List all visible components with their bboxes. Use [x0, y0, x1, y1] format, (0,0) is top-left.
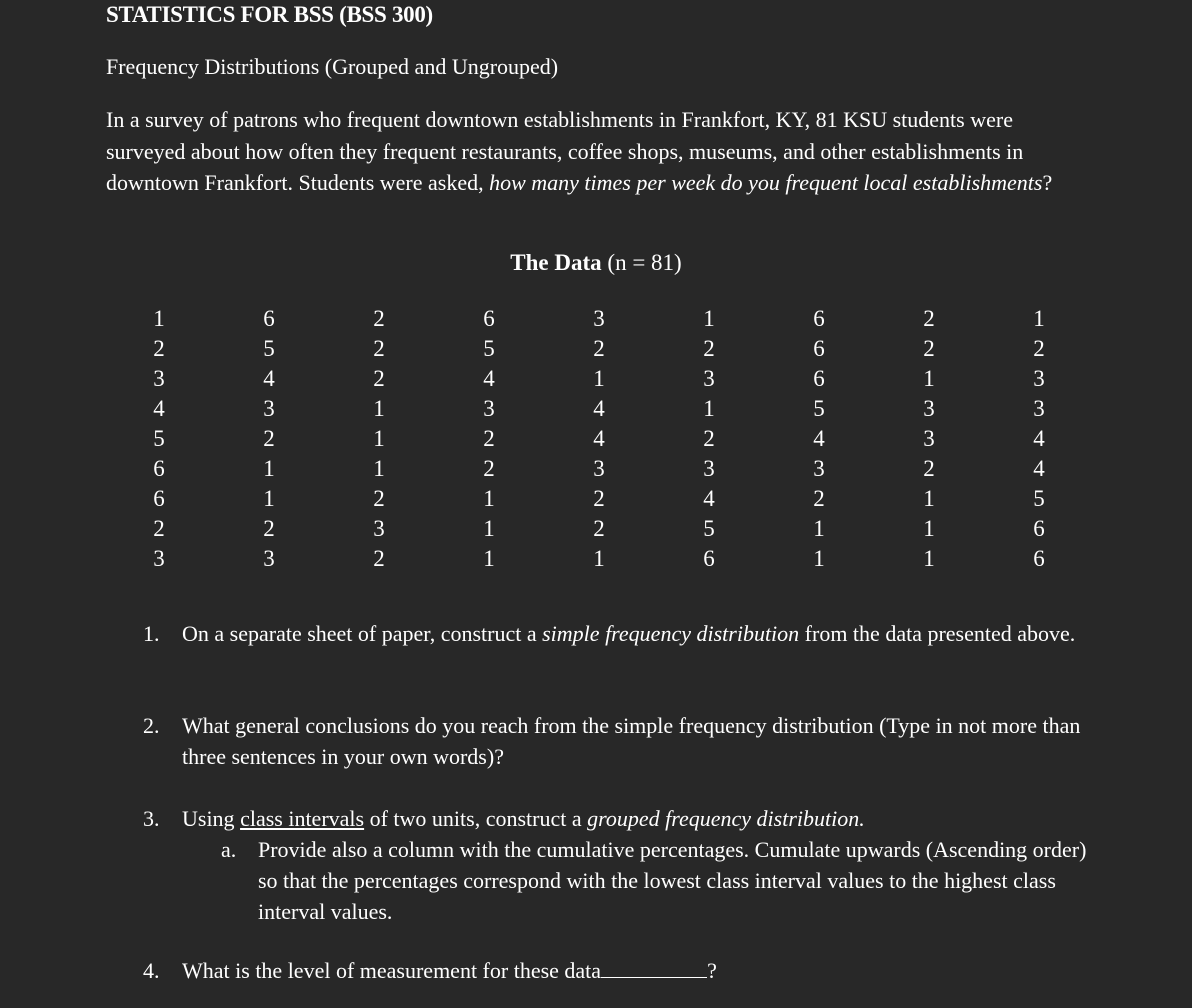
data-value: 6: [1033, 546, 1045, 571]
data-value: 2: [923, 306, 935, 331]
data-column: [1019, 304, 1059, 574]
data-value: 1: [923, 546, 935, 571]
data-value: 1: [153, 306, 165, 331]
data-value: 1: [1033, 306, 1045, 331]
question-text: What general conclusions do you reach from the simple frequency distribution (Type in not more than three sentences in your own words)?: [182, 713, 1081, 769]
data-value: 6: [813, 336, 825, 361]
data-value: 6: [813, 306, 825, 331]
data-column: [469, 304, 509, 574]
data-value: 2: [373, 336, 385, 361]
data-value: 1: [923, 486, 935, 511]
data-value: 4: [153, 396, 165, 421]
data-value: 1: [483, 516, 495, 541]
data-value: 2: [703, 426, 715, 451]
data-column: [689, 304, 729, 574]
data-column: [909, 304, 949, 574]
q1-text-start: On a separate sheet of paper, construct a: [182, 621, 543, 646]
data-value: 6: [153, 456, 165, 481]
data-value: 4: [593, 396, 605, 421]
data-value: 3: [593, 306, 605, 331]
data-value: 3: [263, 546, 275, 571]
question-number: 4.: [143, 958, 160, 983]
q1-italic: simple frequency distribution: [542, 621, 800, 646]
data-value: 2: [813, 486, 825, 511]
data-value: 3: [923, 426, 935, 451]
data-title-n: (n = 81): [601, 250, 682, 275]
topic-heading: Frequency Distributions (Grouped and Ungrouped): [106, 54, 559, 79]
data-value: 6: [813, 366, 825, 391]
q4-text-end: ?: [707, 958, 717, 983]
question-text: [182, 955, 1082, 986]
question-number: 3.: [143, 806, 160, 831]
question-number: 1.: [143, 621, 160, 646]
data-column: [359, 304, 399, 574]
data-value: 4: [813, 426, 825, 451]
data-value: 4: [1033, 426, 1045, 451]
data-value: 4: [263, 366, 275, 391]
question-4: [143, 955, 1103, 989]
data-value: 2: [483, 456, 495, 481]
data-value: 1: [373, 456, 385, 481]
data-value: 3: [153, 366, 165, 391]
data-value: 1: [263, 456, 275, 481]
data-value: 1: [483, 546, 495, 571]
data-value: 3: [373, 516, 385, 541]
data-value: 3: [263, 396, 275, 421]
data-column: [249, 304, 289, 574]
q1-text-end: from the data presented above.: [799, 621, 1076, 646]
data-column: [139, 304, 179, 574]
data-value: 1: [593, 366, 605, 391]
data-value: 1: [593, 546, 605, 571]
question-2: [143, 710, 1133, 776]
data-title: [0, 250, 1192, 276]
data-value: 1: [703, 306, 715, 331]
question-number: 2.: [143, 713, 160, 738]
question-3: [143, 803, 1103, 933]
intro-end: ?: [1042, 170, 1053, 195]
data-value: 2: [593, 336, 605, 361]
data-column: [579, 304, 619, 574]
q3-italic: grouped frequency distribution.: [587, 806, 865, 831]
data-grid: [0, 304, 1192, 574]
data-value: 6: [153, 486, 165, 511]
data-value: 2: [373, 366, 385, 391]
data-value: 3: [153, 546, 165, 571]
data-value: 5: [703, 516, 715, 541]
data-value: 2: [263, 516, 275, 541]
q3-text-middle: of two units, construct a: [364, 806, 588, 831]
data-title-bold: The Data: [510, 250, 602, 275]
data-value: 6: [483, 306, 495, 331]
data-value: 4: [483, 366, 495, 391]
data-value: 5: [1033, 486, 1045, 511]
data-value: 2: [153, 336, 165, 361]
data-value: 1: [373, 396, 385, 421]
survey-question: how many times per week do you frequent local establishments: [489, 170, 1043, 195]
data-value: 1: [483, 486, 495, 511]
data-value: 1: [703, 396, 715, 421]
data-value: 5: [153, 426, 165, 451]
data-value: 2: [153, 516, 165, 541]
data-value: 5: [813, 396, 825, 421]
data-value: 2: [373, 306, 385, 331]
data-value: 4: [593, 426, 605, 451]
question-text: [182, 803, 1082, 834]
data-value: 2: [593, 486, 605, 511]
data-value: 6: [703, 546, 715, 571]
data-value: 2: [923, 456, 935, 481]
data-value: 3: [1033, 396, 1045, 421]
answer-blank[interactable]: [601, 957, 707, 978]
data-value: 2: [923, 336, 935, 361]
question-1: [143, 618, 1103, 684]
q3-text-start: Using: [182, 806, 241, 831]
data-value: 6: [1033, 516, 1045, 541]
intro-text: In a survey of patrons who frequent downtown establishments in Frankfort, KY, 81 KSU students were surveyed about how often they frequent restaurants, coffee shops, museums, and other establishments in downtown Frankfort. Students were asked,: [106, 107, 1024, 195]
intro-paragraph: [106, 104, 1096, 199]
data-value: 1: [923, 366, 935, 391]
q4-text-start: What is the level of measurement for these data: [182, 958, 602, 983]
data-value: 3: [593, 456, 605, 481]
data-value: 1: [923, 516, 935, 541]
sub-letter: a.: [221, 837, 237, 862]
data-value: 5: [263, 336, 275, 361]
data-value: 6: [263, 306, 275, 331]
data-value: 3: [703, 366, 715, 391]
data-value: 2: [703, 336, 715, 361]
data-value: 3: [1033, 366, 1045, 391]
sub-text: Provide also a column with the cumulative percentages. Cumulate upwards (Ascending order) so that the percentages correspond with the lowest class interval values to the highest class interval values.: [258, 837, 1087, 924]
data-value: 2: [373, 546, 385, 571]
data-value: 2: [1033, 336, 1045, 361]
data-value: 1: [813, 546, 825, 571]
data-value: 3: [923, 396, 935, 421]
data-value: 2: [483, 426, 495, 451]
course-title: STATISTICS FOR BSS (BSS 300): [106, 2, 433, 27]
data-value: 4: [703, 486, 715, 511]
q3-underlined: class intervals: [240, 806, 365, 831]
data-value: 1: [373, 426, 385, 451]
data-value: 1: [263, 486, 275, 511]
data-value: 5: [483, 336, 495, 361]
data-value: 3: [703, 456, 715, 481]
data-value: 3: [813, 456, 825, 481]
data-column: [799, 304, 839, 574]
data-value: 2: [373, 486, 385, 511]
question-text: [182, 618, 1082, 649]
data-value: 3: [483, 396, 495, 421]
data-value: 2: [593, 516, 605, 541]
data-value: 1: [813, 516, 825, 541]
data-value: 4: [1033, 456, 1045, 481]
data-value: 2: [263, 426, 275, 451]
